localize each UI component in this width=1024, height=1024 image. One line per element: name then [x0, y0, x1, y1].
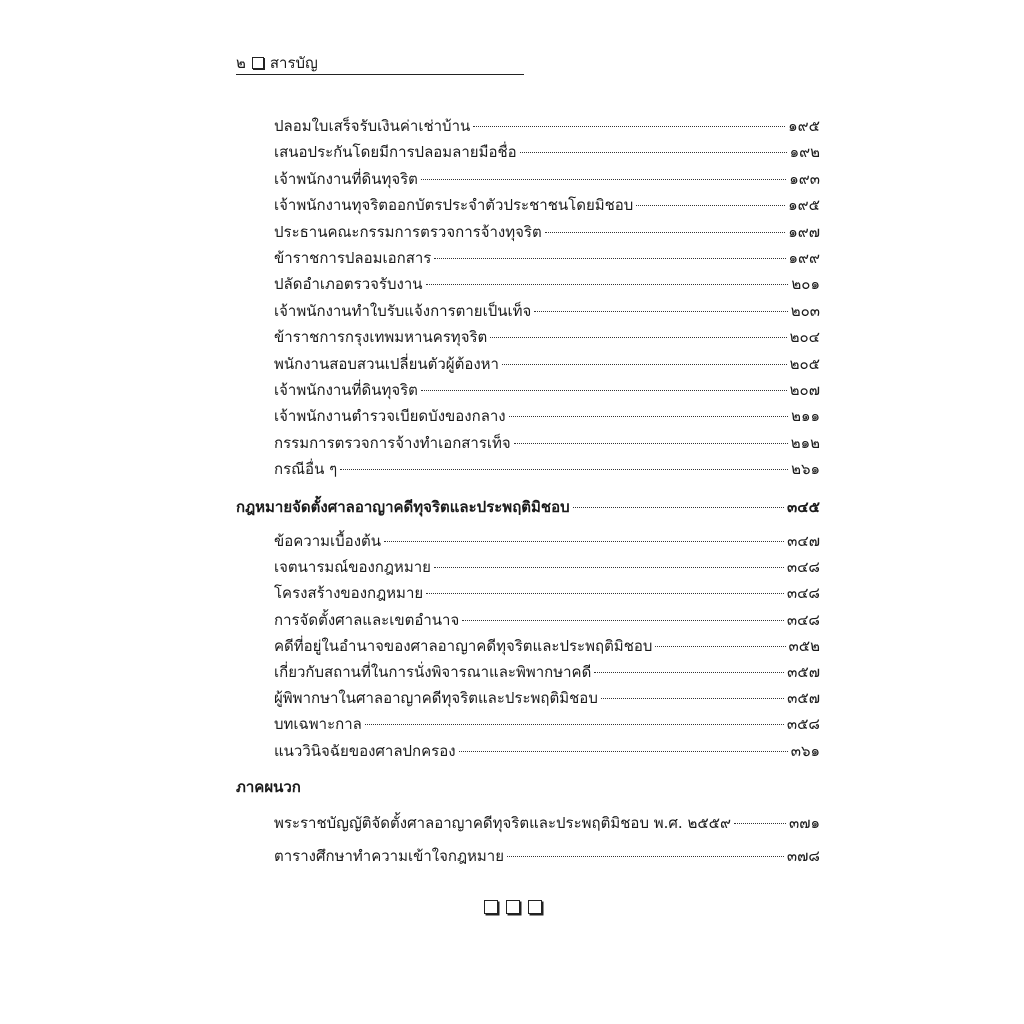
- dot-leader: [434, 258, 785, 259]
- toc-entry: ตารางศึกษาทำความเข้าใจกฎหมาย ๓๗๘: [274, 847, 820, 865]
- toc-entry: [274, 141, 820, 163]
- toc-entry: [274, 635, 820, 657]
- toc-entry: [274, 379, 820, 401]
- dot-leader: [734, 823, 786, 824]
- toc-entry: พระราชบัญญัติจัดตั้งศาลอาญาคดีทุจริตและประพฤติมิชอบ พ.ศ. ๒๕๕๙ ๓๗๑: [274, 814, 820, 832]
- toc-entry: [274, 740, 820, 762]
- toc-entry-label: ข้อความเบื้องต้น: [274, 532, 382, 550]
- toc-entry-page: ๓๕๗: [787, 689, 820, 708]
- toc-entry-label: เจ้าพนักงานทำใบรับแจ้งการตายเป็นเท็จ: [274, 301, 532, 320]
- dot-leader: [462, 620, 784, 621]
- dot-leader: [636, 205, 785, 206]
- toc-entry: [274, 458, 820, 480]
- end-mark: [484, 900, 542, 914]
- toc-entry: [274, 530, 820, 552]
- square-ornament-icon: [528, 900, 542, 914]
- toc-entry-label: เจ้าพนักงานที่ดินทุจริต: [274, 169, 418, 188]
- toc-entry-page: ๓๕๘: [786, 715, 820, 734]
- running-head: [236, 54, 524, 75]
- toc-entry-page: ๒๐๗: [789, 381, 820, 399]
- square-bullet-icon: [252, 57, 264, 69]
- toc-entry-label: บทเฉพาะกาล: [274, 715, 362, 734]
- toc-entry: [274, 556, 820, 578]
- dot-leader: [534, 311, 787, 312]
- dot-leader: [421, 390, 787, 391]
- toc-entry-label: ปลอมใบเสร็จรับเงินค่าเช่าบ้าน: [274, 117, 471, 135]
- dot-leader: [514, 443, 788, 444]
- toc-entry-page: ๓๕๒: [788, 636, 820, 655]
- dot-leader: [365, 724, 784, 725]
- toc-entry-page: ๓๔๗: [787, 532, 820, 550]
- toc-entry: [274, 300, 820, 322]
- toc-entry: [274, 353, 820, 375]
- dot-leader: [520, 152, 787, 153]
- toc-entry: [274, 326, 820, 348]
- toc-entry-label: คดีที่อยู่ในอำนาจของศาลอาญาคดีทุจริตและประพฤติมิชอบ: [274, 636, 653, 655]
- toc-entry-page: ๒๖๑: [791, 460, 820, 479]
- square-ornament-icon: [484, 900, 498, 914]
- toc-entry-label: แนววินิจฉัยของศาลปกครอง: [274, 741, 456, 760]
- dot-leader: [507, 856, 784, 857]
- toc-entry-page: ๑๙๕: [788, 196, 820, 215]
- toc-entry-label: ข้าราชการกรุงเทพมหานครทุจริต: [274, 328, 488, 347]
- dot-leader: [426, 284, 789, 285]
- toc-entry-label: ข้าราชการปลอมเอกสาร: [274, 249, 432, 267]
- dot-leader: [594, 672, 784, 673]
- toc-entry-page: ๑๙๒: [789, 143, 820, 162]
- toc-entry: [274, 713, 820, 735]
- toc-part-heading: กฎหมายจัดตั้งศาลอาญาคดีทุจริตและประพฤติมิชอบ ๓๔๕: [236, 498, 820, 516]
- toc-entry: [274, 661, 820, 683]
- dot-leader: [502, 364, 787, 365]
- toc-entry: [274, 221, 820, 243]
- toc-entry-page: ๑๙๙: [788, 249, 820, 267]
- dot-leader: [426, 593, 784, 594]
- toc-entry-label: กรรมการตรวจการจ้างทำเอกสารเท็จ: [274, 433, 511, 452]
- toc-entry-page: ๒๑๒: [790, 433, 820, 452]
- toc-entry-page: ๒๐๓: [790, 301, 820, 320]
- dot-leader: [601, 698, 784, 699]
- header-page-number: ๒: [236, 54, 246, 72]
- toc-entry-label: ประธานคณะกรรมการตรวจการจ้างทุจริต: [274, 222, 542, 241]
- toc-entry-label: การจัดตั้งศาลและเขตอำนาจ: [274, 610, 460, 629]
- toc-entry-label: ผู้พิพากษาในศาลอาญาคดีทุจริตและประพฤติมิชอบ: [274, 689, 598, 708]
- dot-leader: [340, 469, 788, 470]
- toc-entry-page: ๒๐๑: [791, 275, 820, 294]
- toc-entry: [274, 194, 820, 216]
- toc-entry-label: กรณีอื่น ๆ: [274, 460, 338, 479]
- toc-entry-page: ๓๔๘: [786, 558, 820, 577]
- dot-leader: [509, 416, 788, 417]
- toc-entry-page: ๑๙๗: [788, 222, 820, 241]
- toc-entry: [274, 247, 820, 269]
- toc-entry-page: ๓๕๗: [787, 663, 820, 681]
- toc-entry: [274, 168, 820, 190]
- toc-entry: [274, 273, 820, 295]
- toc-entry-page: ๓๔๘: [786, 584, 820, 603]
- toc-entry-label: โครงสร้างของกฎหมาย: [274, 584, 424, 603]
- toc-entry: [274, 115, 820, 137]
- toc-entry-label: เจตนารมณ์ของกฎหมาย: [274, 558, 431, 577]
- dot-leader: [459, 751, 788, 752]
- square-ornament-icon: [506, 900, 520, 914]
- header-title: สารบัญ: [269, 54, 318, 72]
- toc-entry: [274, 405, 820, 427]
- dot-leader: [384, 541, 784, 542]
- dot-leader: [545, 232, 786, 233]
- toc-entry-label: ปลัดอำเภอตรวจรับงาน: [274, 275, 423, 294]
- toc-entry: [274, 609, 820, 631]
- toc-entry-label: พนักงานสอบสวนเปลี่ยนตัวผู้ต้องหา: [274, 354, 499, 373]
- toc-entry: [274, 687, 820, 709]
- toc-entry-label: เสนอประกันโดยมีการปลอมลายมือชื่อ: [274, 143, 517, 162]
- toc-entry-label: เจ้าพนักงานทุจริตออกบัตรประจำตัวประชาชนโดยมิชอบ: [274, 196, 634, 215]
- toc-entry: [274, 432, 820, 454]
- toc-entry-label: เจ้าพนักงานตำรวจเบียดบังของกลาง: [274, 407, 506, 426]
- toc-entry-page: ๑๙๕: [788, 117, 820, 135]
- toc-entry-page: ๓๖๑: [790, 741, 820, 760]
- toc-entry-page: ๒๐๕: [789, 354, 820, 373]
- toc-entry-page: ๑๙๓: [789, 169, 820, 188]
- dot-leader: [655, 646, 785, 647]
- toc-entry-label: เกี่ยวกับสถานที่ในการนั่งพิจารณาและพิพากษาคดี: [274, 663, 592, 681]
- dot-leader: [473, 126, 785, 127]
- appendix-heading: ภาคผนวก: [236, 778, 301, 796]
- toc-entry: [274, 582, 820, 604]
- dot-leader: [490, 337, 786, 338]
- dot-leader: [434, 567, 784, 568]
- toc-entry-label: เจ้าพนักงานที่ดินทุจริต: [274, 381, 418, 399]
- toc-entry-page: ๒๐๔: [789, 328, 820, 347]
- dot-leader: [421, 179, 786, 180]
- dot-leader: [573, 507, 784, 508]
- toc-entry-page: ๓๔๘: [786, 610, 820, 629]
- toc-entry-page: ๒๑๑: [791, 407, 820, 426]
